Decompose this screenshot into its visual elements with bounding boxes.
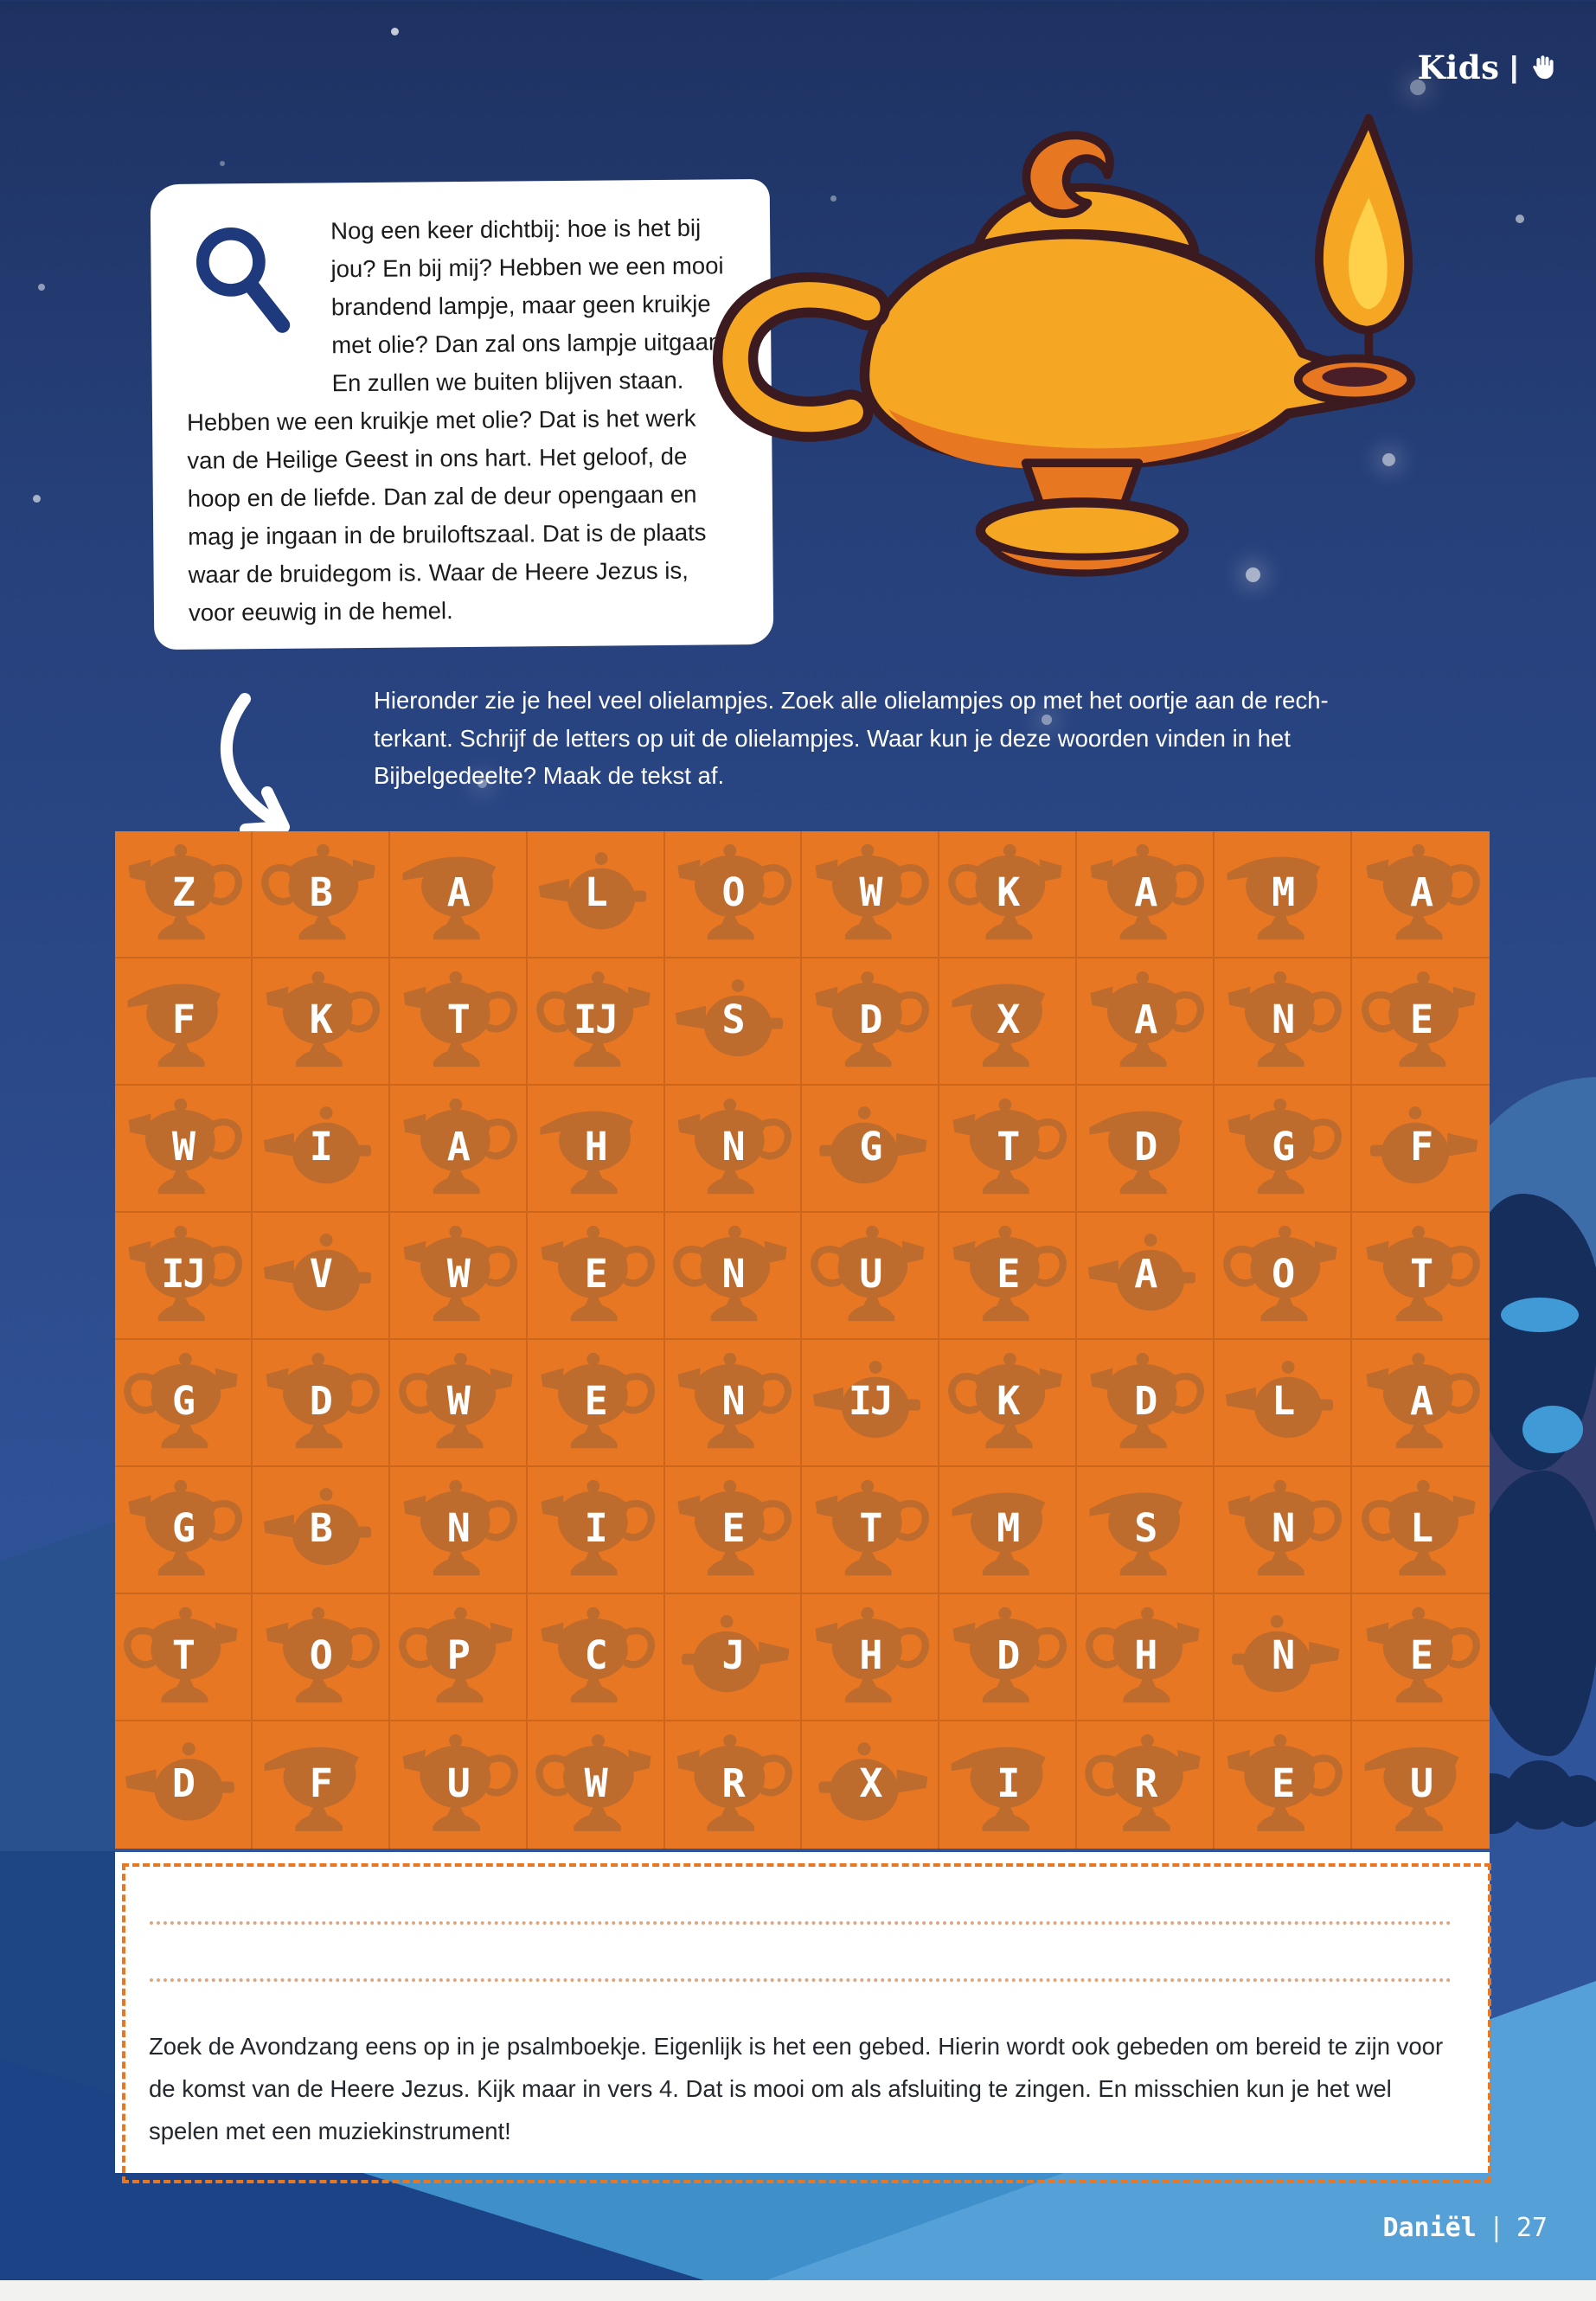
lamp-cell bbox=[253, 1213, 390, 1340]
lamp-letter: N bbox=[446, 1504, 469, 1551]
lamp-cell bbox=[390, 1340, 528, 1467]
lamp-letter: N bbox=[1272, 996, 1294, 1042]
lamp-cell bbox=[1352, 831, 1490, 958]
lamp-cell bbox=[939, 958, 1077, 1086]
lamp-cell bbox=[939, 831, 1077, 958]
burning-oil-lamp-illustration bbox=[656, 45, 1531, 610]
lamp-letter: W bbox=[584, 1759, 606, 1806]
lamp-letter: F bbox=[1409, 1123, 1433, 1170]
lamp-letter: D bbox=[171, 1759, 194, 1806]
lamp-letter: B bbox=[309, 1504, 331, 1551]
lamp-letter: S bbox=[1134, 1504, 1157, 1551]
lamp-letter: I bbox=[584, 1504, 606, 1551]
lamp-cell bbox=[390, 1213, 528, 1340]
lamp-cell bbox=[115, 1340, 253, 1467]
lamp-cell bbox=[665, 1721, 803, 1849]
lamp-letter: X bbox=[997, 996, 1019, 1042]
puzzle-instruction bbox=[374, 682, 1464, 795]
lamp-letter: F bbox=[309, 1759, 331, 1806]
lamp-letter: V bbox=[309, 1250, 331, 1297]
lamp-cell bbox=[528, 1086, 665, 1213]
lamp-letter: IJ bbox=[161, 1250, 205, 1297]
lamp-cell bbox=[115, 1213, 253, 1340]
lamp-cell bbox=[528, 1721, 665, 1849]
lamp-cell bbox=[115, 831, 253, 958]
lamp-letter: U bbox=[1409, 1759, 1433, 1806]
lamp-cell bbox=[665, 1467, 803, 1594]
writing-line bbox=[150, 1978, 1452, 1982]
tree-highlight bbox=[1522, 1406, 1583, 1453]
lamp-letter: T bbox=[859, 1504, 881, 1551]
star bbox=[38, 284, 45, 291]
instruction-line: terkant. Schrijf de letters op uit de olielampjes. Waar kun je deze woorden vinden in het bbox=[374, 724, 1291, 752]
lamp-cell bbox=[1077, 831, 1215, 958]
lamp-cell bbox=[528, 958, 665, 1086]
lamp-cell bbox=[253, 1721, 390, 1849]
lamp-letter: E bbox=[584, 1377, 606, 1424]
lamp-cell bbox=[802, 958, 939, 1086]
lamp-letter: P bbox=[446, 1631, 469, 1678]
lamp-cell bbox=[1352, 1467, 1490, 1594]
lamp-cell bbox=[115, 1594, 253, 1721]
lamp-letter: K bbox=[997, 1377, 1019, 1424]
lamp-cell bbox=[115, 958, 253, 1086]
lamp-cell bbox=[802, 1721, 939, 1849]
tree-silhouette bbox=[1475, 1471, 1596, 1756]
lamp-letter: IJ bbox=[574, 996, 618, 1042]
lamp-letter: U bbox=[446, 1759, 469, 1806]
lamp-letter: O bbox=[309, 1631, 331, 1678]
lamp-cell bbox=[665, 831, 803, 958]
lamp-letter: A bbox=[1134, 868, 1157, 915]
lamp-letter: B bbox=[309, 868, 331, 915]
lamp-cell bbox=[665, 1086, 803, 1213]
header-divider: | bbox=[1509, 50, 1518, 84]
lamp-cell bbox=[939, 1086, 1077, 1213]
lamp-letter: W bbox=[446, 1377, 469, 1424]
lamp-letter: E bbox=[997, 1250, 1019, 1297]
magnifier-icon bbox=[185, 212, 332, 393]
lamp-cell bbox=[253, 1340, 390, 1467]
lamp-cell bbox=[1215, 1594, 1352, 1721]
star bbox=[33, 495, 41, 503]
lamp-cell bbox=[253, 1086, 390, 1213]
page-footer bbox=[1382, 2213, 1548, 2243]
lamp-letter: K bbox=[997, 868, 1019, 915]
instruction-line: Hieronder zie je heel veel olielampjes. Zoek alle olielampjes op met het oortje aan de rech- bbox=[374, 687, 1329, 714]
lamp-cell bbox=[1215, 1721, 1352, 1849]
lamp-cell bbox=[253, 1594, 390, 1721]
lamp-cell bbox=[665, 1213, 803, 1340]
lamp-cell bbox=[1077, 1467, 1215, 1594]
lamp-cell bbox=[1352, 1594, 1490, 1721]
tree-highlight bbox=[1501, 1298, 1579, 1332]
lamp-cell bbox=[1352, 1086, 1490, 1213]
lamp-cell bbox=[253, 831, 390, 958]
lamp-cell bbox=[1077, 958, 1215, 1086]
lamp-cell bbox=[390, 1467, 528, 1594]
lamp-letter: I bbox=[309, 1123, 331, 1170]
footer-divider: | bbox=[1488, 2213, 1504, 2243]
lamp-cell bbox=[1077, 1086, 1215, 1213]
lamp-letter: I bbox=[997, 1759, 1019, 1806]
lamp-cell bbox=[1215, 1340, 1352, 1467]
lamp-cell bbox=[1077, 1594, 1215, 1721]
lamp-cell bbox=[665, 958, 803, 1086]
lamp-cell bbox=[802, 1213, 939, 1340]
lamp-cell bbox=[939, 1340, 1077, 1467]
lamp-cell bbox=[665, 1340, 803, 1467]
kids-brand-label: Kids bbox=[1417, 48, 1500, 87]
lamp-letter: L bbox=[1409, 1504, 1433, 1551]
lamp-letter: G bbox=[171, 1377, 194, 1424]
lamp-cell bbox=[1352, 1340, 1490, 1467]
lamp-letter: H bbox=[584, 1123, 606, 1170]
lamp-letter: K bbox=[309, 996, 331, 1042]
page-margin bbox=[0, 2280, 1596, 2301]
lamp-letter: Z bbox=[171, 868, 194, 915]
writing-line bbox=[150, 1921, 1452, 1925]
lamp-letter: J bbox=[721, 1631, 744, 1678]
lamp-letter: L bbox=[584, 868, 606, 915]
lamp-letter: A bbox=[446, 1123, 469, 1170]
lamp-letter: G bbox=[859, 1123, 881, 1170]
lamp-cell bbox=[390, 1086, 528, 1213]
lamp-cell bbox=[115, 1086, 253, 1213]
lamp-letter: N bbox=[1272, 1631, 1294, 1678]
lamp-letter: H bbox=[859, 1631, 881, 1678]
lamp-letter: T bbox=[1409, 1250, 1433, 1297]
lamp-letter: D bbox=[309, 1377, 331, 1424]
lamp-letter: H bbox=[1134, 1631, 1157, 1678]
lamp-letter: M bbox=[997, 1504, 1019, 1551]
lamp-cell bbox=[528, 1467, 665, 1594]
lamp-letter: L bbox=[1272, 1377, 1294, 1424]
lamp-letter: E bbox=[1409, 1631, 1433, 1678]
lamp-letter: N bbox=[721, 1377, 744, 1424]
lamp-cell bbox=[253, 958, 390, 1086]
lamp-cell bbox=[1352, 1721, 1490, 1849]
lamp-cell bbox=[939, 1467, 1077, 1594]
lamp-cell bbox=[1215, 1086, 1352, 1213]
footer-section-label: Daniël bbox=[1382, 2213, 1477, 2243]
lamp-letter: X bbox=[859, 1759, 881, 1806]
lamp-letter: N bbox=[721, 1250, 744, 1297]
lamp-letter: A bbox=[1134, 996, 1157, 1042]
lamp-letter: A bbox=[446, 868, 469, 915]
lamp-cell bbox=[528, 1340, 665, 1467]
lamp-letter: U bbox=[859, 1250, 881, 1297]
lamp-cell bbox=[1077, 1213, 1215, 1340]
lamp-grid bbox=[115, 831, 1490, 1849]
lamp-cell bbox=[802, 1594, 939, 1721]
lamp-letter: IJ bbox=[848, 1377, 893, 1424]
lamp-letter: W bbox=[446, 1250, 469, 1297]
lamp-cell bbox=[1215, 1467, 1352, 1594]
lamp-letter: T bbox=[446, 996, 469, 1042]
lamp-letter: E bbox=[1272, 1759, 1294, 1806]
lamp-letter: E bbox=[584, 1250, 606, 1297]
lamp-cell bbox=[665, 1594, 803, 1721]
lamp-letter: M bbox=[1272, 868, 1294, 915]
lamp-letter: T bbox=[997, 1123, 1019, 1170]
lamp-letter: D bbox=[1134, 1123, 1157, 1170]
lamp-letter: D bbox=[1134, 1377, 1157, 1424]
answer-box bbox=[115, 1852, 1490, 2173]
lamp-letter: E bbox=[721, 1504, 744, 1551]
lamp-letter: O bbox=[721, 868, 744, 915]
page-number: 27 bbox=[1516, 2213, 1548, 2243]
lamp-cell bbox=[1215, 831, 1352, 958]
lamp-cell bbox=[253, 1467, 390, 1594]
lamp-cell bbox=[1352, 1213, 1490, 1340]
lamp-cell bbox=[115, 1467, 253, 1594]
lamp-cell bbox=[1352, 958, 1490, 1086]
answer-box-text: Zoek de Avondzang eens op in je psalmboekje. Eigenlijk is het een gebed. Hierin wordt ook gebeden om bereid te zijn voor de komst van de Heere Jezus. Kijk maar in vers 4. Dat is mooi om als afsluiting te zingen. En misschien kun je het wel spelen met een muziekinstrument! bbox=[149, 2033, 1444, 2144]
lamp-cell bbox=[528, 831, 665, 958]
lamp-cell bbox=[802, 1467, 939, 1594]
lamp-letter: T bbox=[171, 1631, 194, 1678]
lamp-letter: R bbox=[1134, 1759, 1157, 1806]
lamp-letter: G bbox=[1272, 1123, 1294, 1170]
lamp-letter: N bbox=[1272, 1504, 1294, 1551]
lamp-letter: D bbox=[997, 1631, 1019, 1678]
lamp-letter: A bbox=[1134, 1250, 1157, 1297]
star bbox=[220, 161, 225, 166]
lamp-cell bbox=[1215, 958, 1352, 1086]
lamp-cell bbox=[390, 958, 528, 1086]
bubble-text: Nog een keer dichtbij: hoe is het bij jou? En bij mij? Hebben we een mooi brandend lampje, maar geen kruikje met olie? Dan zal ons lampje uitgaan. En zullen we buiten blijven staan. Hebben we een kruikje met olie? Dat is het werk van de Heilige Geest in ons hart. Het geloof, de hoop en de liefde. Dan zal de deur opengaan en mag je ingaan in de bruiloftszaal. Dat is de plaats waar de bruidegom is. Waar de Heere Jezus is, voor eeuwig in de hemel. bbox=[186, 214, 729, 626]
lamp-cell bbox=[528, 1594, 665, 1721]
lamp-cell bbox=[802, 1086, 939, 1213]
lamp-letter: F bbox=[171, 996, 194, 1042]
star bbox=[391, 28, 399, 35]
lamp-letter: R bbox=[721, 1759, 744, 1806]
lamp-cell bbox=[939, 1594, 1077, 1721]
lamp-letter: W bbox=[859, 868, 881, 915]
lamp-cell bbox=[115, 1721, 253, 1849]
lamp-cell bbox=[939, 1721, 1077, 1849]
lamp-cell bbox=[939, 1213, 1077, 1340]
lamp-letter: W bbox=[171, 1123, 194, 1170]
lamp-cell bbox=[390, 1594, 528, 1721]
lamp-letter: D bbox=[859, 996, 881, 1042]
lamp-letter: G bbox=[171, 1504, 194, 1551]
hand-icon bbox=[1529, 54, 1556, 81]
lamp-cell bbox=[1077, 1340, 1215, 1467]
lamp-letter: O bbox=[1272, 1250, 1294, 1297]
lamp-letter: A bbox=[1409, 1377, 1433, 1424]
lamp-letter: N bbox=[721, 1123, 744, 1170]
lamp-cell bbox=[1215, 1213, 1352, 1340]
lamp-letter: C bbox=[584, 1631, 606, 1678]
lamp-letter: E bbox=[1409, 996, 1433, 1042]
lamp-cell bbox=[528, 1213, 665, 1340]
lamp-cell bbox=[802, 1340, 939, 1467]
lamp-letter: A bbox=[1409, 868, 1433, 915]
lamp-cell bbox=[802, 831, 939, 958]
lamp-cell bbox=[1077, 1721, 1215, 1849]
lamp-cell bbox=[390, 831, 528, 958]
lamp-cell bbox=[390, 1721, 528, 1849]
lamp-letter: S bbox=[721, 996, 744, 1042]
instruction-line: Bijbelgedeelte? Maak de tekst af. bbox=[374, 762, 725, 789]
